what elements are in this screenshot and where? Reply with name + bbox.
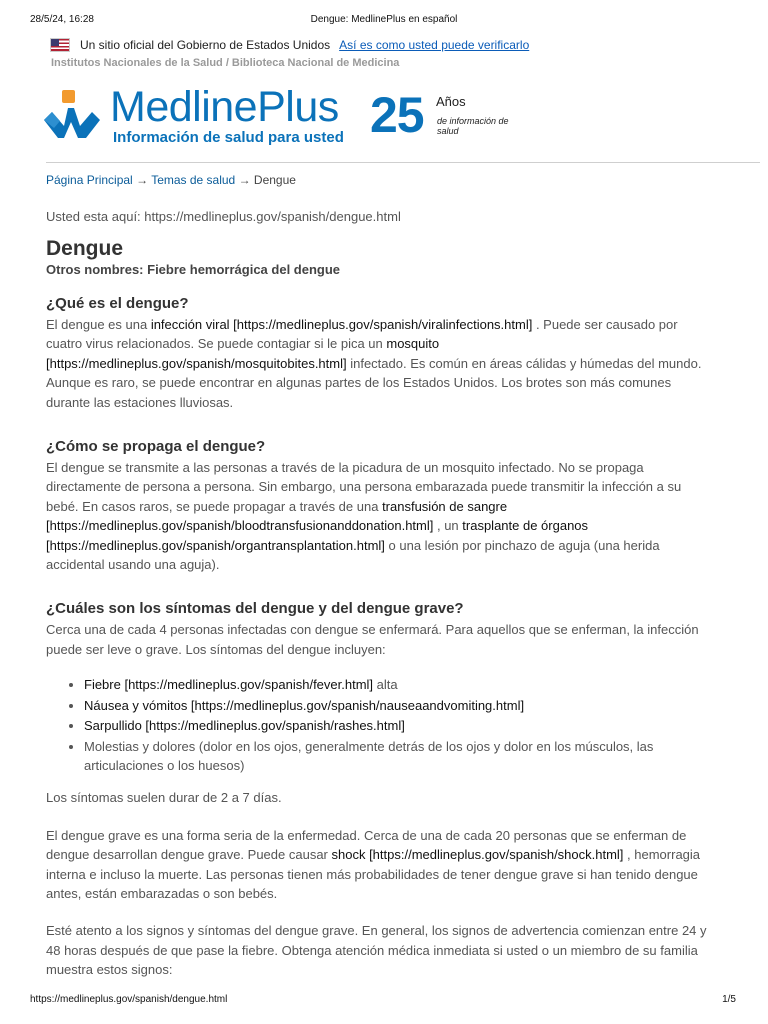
- breadcrumb-separator: →: [136, 173, 149, 187]
- other-names: Otros nombres: Fiebre hemorrágica del dengue: [46, 262, 341, 277]
- section-heading: ¿Cómo se propaga el dengue?: [46, 438, 266, 456]
- header-divider: [46, 162, 760, 163]
- masthead[interactable]: [40, 84, 720, 158]
- blood-transfusion-link[interactable]: transfusión de sangre [https://medlineplus.gov/spanish/bloodtransfusionanddonation.html]: [46, 498, 508, 534]
- you-are-here: Usted esta aquí: https://medlineplus.gov/spanish/dengue.html: [46, 209, 401, 224]
- anniversary-subtitle: de información de salud: [437, 116, 509, 136]
- symptom-list: [46, 675, 716, 775]
- print-page-number: 1/5: [722, 994, 736, 1005]
- gov-banner: [50, 36, 529, 54]
- breadcrumb-topics-link[interactable]: Temas de salud: [151, 173, 236, 187]
- print-url: https://medlineplus.gov/spanish/dengue.html: [30, 994, 228, 1005]
- breadcrumb-home-link[interactable]: Página Principal: [46, 173, 133, 187]
- organ-transplant-link[interactable]: trasplante de órganos [https://medlineplus.gov/spanish/organtransplantation.html]: [46, 518, 589, 553]
- section-paragraph: Cerca una de cada 4 personas infectadas con dengue se enfermará. Para aquellos que se enferman, la infección puede ser leve o grave. Los síntomas del dengue incluyen:: [46, 622, 699, 657]
- breadcrumb: [46, 173, 296, 187]
- section-what-is: [46, 294, 716, 412]
- shock-link[interactable]: shock [https://medlineplus.gov/spanish/shock.html]: [331, 847, 624, 863]
- section-paragraph: El dengue es una infección viral [https://medlineplus.gov/spanish/viralinfections.html] . Puede ser causado por cuatro virus relacionados. Se puede contagiar si le pica un mosquito [https://medlineplus.gov/spanish/mosquitobites.html] infectado. Es común en áreas cálidas y húmedas del mundo. Aunque es raro, se puede encontrar en algunas partes de los Estados Unidos. Los brotes son más comunes durante las estaciones lluviosas.: [46, 317, 702, 410]
- breadcrumb-current: Dengue: [253, 173, 296, 187]
- anniversary-word: Años: [436, 94, 466, 109]
- print-date: 28/5/24, 16:28: [30, 14, 94, 25]
- us-flag-icon: [50, 38, 70, 52]
- list-item: [84, 716, 716, 735]
- list-item: • Molestias y dolores (dolor en los ojos, generalmente detrás de los ojos y dolor en los músculos, las articulaciones o los huesos): [84, 737, 716, 776]
- list-item: • Fiebre [https://medlineplus.gov/spanish/fever.html] alta: [84, 675, 716, 694]
- viral-infections-link[interactable]: infección viral [https://medlineplus.gov/spanish/viralinfections.html]: [150, 317, 533, 332]
- section-symptoms: [46, 599, 716, 979]
- gov-verify-link[interactable]: Así es como usted puede verificarlo: [339, 38, 530, 52]
- section-heading: ¿Cuáles son los síntomas del dengue y del dengue grave?: [46, 600, 464, 618]
- section-paragraph: El dengue grave es una forma seria de la enfermedad. Cerca de una de cada 20 personas que se enferman de dengue desarrollan dengue grave. Puede causar shock [https://medlineplus.gov/spanish/shock.html] , hemorragia interna e incluso la muerte. Las personas tienen más probabilidades de tener dengue grave si han tenido dengue antes, están embarazadas o son bebés.: [46, 827, 701, 901]
- section-paragraph: El dengue se transmite a las personas a través de la picadura de un mosquito infectado. No se propaga directamente de persona a persona. Sin embargo, una persona embarazada puede transmitir la infección a su bebé. En casos raros, se puede propagar a través de una transfusión de sangre [https://medlineplus.gov/spanish/bloodtransfusionanddonation.html] , un trasplante de órganos [https://medlineplus.gov/spanish/organtransplantation.html] o una lesión por pinchazo de aguja (una herida accidental usando una aguja).: [46, 460, 682, 573]
- brand-tagline: Información de salud para usted: [113, 129, 344, 146]
- section-spread: [46, 437, 716, 574]
- breadcrumb-separator: →: [238, 173, 251, 187]
- print-title: Dengue: MedlinePlus en español: [310, 14, 458, 25]
- nausea-link[interactable]: Náusea y vómitos [https://medlineplus.gov/spanish/nauseaandvomiting.html]: [84, 697, 525, 713]
- section-paragraph: Los síntomas suelen durar de 2 a 7 días.: [46, 790, 282, 806]
- fever-link[interactable]: Fiebre [https://medlineplus.gov/spanish/fever.html]: [84, 677, 374, 693]
- medlineplus-logo-icon: [40, 88, 106, 148]
- nih-nlm-line: Institutos Nacionales de la Salud / Biblioteca Nacional de Medicina: [51, 57, 400, 69]
- brand-name: MedlinePlus: [110, 83, 339, 131]
- page-title: Dengue: [46, 237, 124, 260]
- print-header: [0, 14, 768, 28]
- mosquito-link[interactable]: mosquito [https://medlineplus.gov/spanish/mosquitobites.html]: [46, 336, 440, 371]
- article-content: [46, 209, 716, 980]
- anniversary-number: 25: [370, 87, 424, 143]
- gov-banner-text: Un sitio oficial del Gobierno de Estados Unidos: [80, 38, 331, 52]
- rashes-link[interactable]: Sarpullido [https://medlineplus.gov/spanish/rashes.html]: [84, 718, 405, 734]
- section-heading: ¿Qué es el dengue?: [46, 295, 189, 312]
- list-item: [84, 696, 716, 715]
- section-paragraph: Esté atento a los signos y síntomas del dengue grave. En general, los signos de advertencia comienzan entre 24 y 48 horas después de que pase la fiebre. Obtenga atención médica inmediata si usted o un miembro de su familia muestra estos signos:: [46, 923, 707, 978]
